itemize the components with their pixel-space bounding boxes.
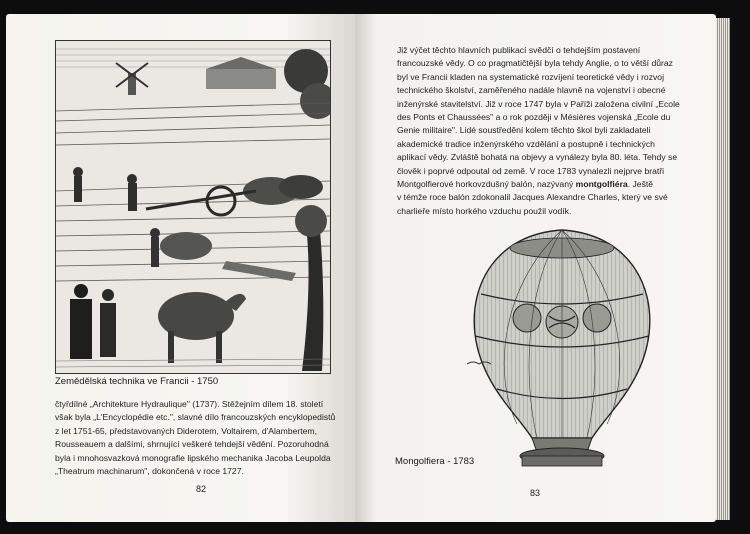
text-line: technického školství, zaměřeného nadále hlavně na vojenství i obecné [397, 85, 666, 96]
text-line: des Ponts et Chaussées" a o rok později v Mésières vojenská „Ecole du [397, 112, 671, 123]
text-line: „Theatrum machinarum", dokončená v roce 1727. [55, 466, 244, 477]
text-segment: . Ještě [627, 179, 654, 190]
farming-illustration [56, 41, 330, 373]
text-line: v témže roce balón zdokonalil Jacques Alexandre Charles, který ve své [397, 192, 668, 203]
text-line: akademické tradice inženýrského vzdělání a postupně i technických [397, 138, 655, 149]
right-body-text [397, 44, 683, 218]
bold-term: montgolfiéra [575, 179, 628, 190]
left-page [6, 14, 355, 522]
text-line: inženýrské stavitelství. Již v roce 1747 byla v Paříži založena civilní „Ecole [397, 98, 680, 109]
page-edges [716, 18, 730, 520]
text-line: charlieře místo horkého vzduchu použil vodík. [397, 205, 572, 216]
figure-caption: Zemědělská technika ve Francii - 1750 [55, 376, 219, 387]
text-line: Již výčet těchto hlavních publikací svědčí o tehdejším postavení [397, 45, 641, 55]
text-line: Rousseauem a dalšími, shrnující veškeré tehdejší vědění. Pozoruhodná [55, 439, 329, 450]
text-line: byl ve Francii kladen na systematické rozvíjení teoretické vědy i rozvoj [397, 71, 664, 82]
figure-caption: Mongolfiera - 1783 [395, 456, 475, 467]
text-segment: Montgolfierové horkovzdušný balón, nazývaný [397, 179, 574, 190]
text-line: však byla „L'Encyclopédie etc.", slavné dílo francouzských encyklopedistů [55, 412, 336, 423]
farming-engraving [55, 40, 331, 374]
left-body-text [55, 398, 338, 478]
page-number: 82 [196, 484, 207, 494]
page-number: 83 [530, 488, 541, 498]
text-line: člověk i poprvé odpoutal od země. V roce 1783 vynalezli nejprve bratři [397, 165, 665, 176]
text-line: z let 1751-65, představovaných Diderotem, Voltairem, d'Alambertem, [55, 425, 317, 436]
text-line [397, 178, 683, 191]
balloon-engraving [467, 224, 657, 480]
montgolfier-balloon-illustration [467, 224, 657, 480]
text-line: byla i mnohosvazková monografie lipského mechanika Jacoba Leupolda [55, 452, 331, 463]
text-line: francouzské vědy. O co pragmatičtější byla tehdy Anglie, o to větší důraz [397, 58, 673, 69]
text-line: Genie militaire". Lidé soustředění kolem těchto škol byli zakladateli [397, 125, 651, 136]
right-page [355, 14, 716, 522]
text-line: aplikací vědy. Zvláště bohatá na objevy a vynálezy byla 80. léta. Tehdy se [397, 152, 678, 163]
text-line: čtyřdílné „Architekture Hydraulique" (1737). Stěžejním dílem 18. století [55, 399, 324, 409]
